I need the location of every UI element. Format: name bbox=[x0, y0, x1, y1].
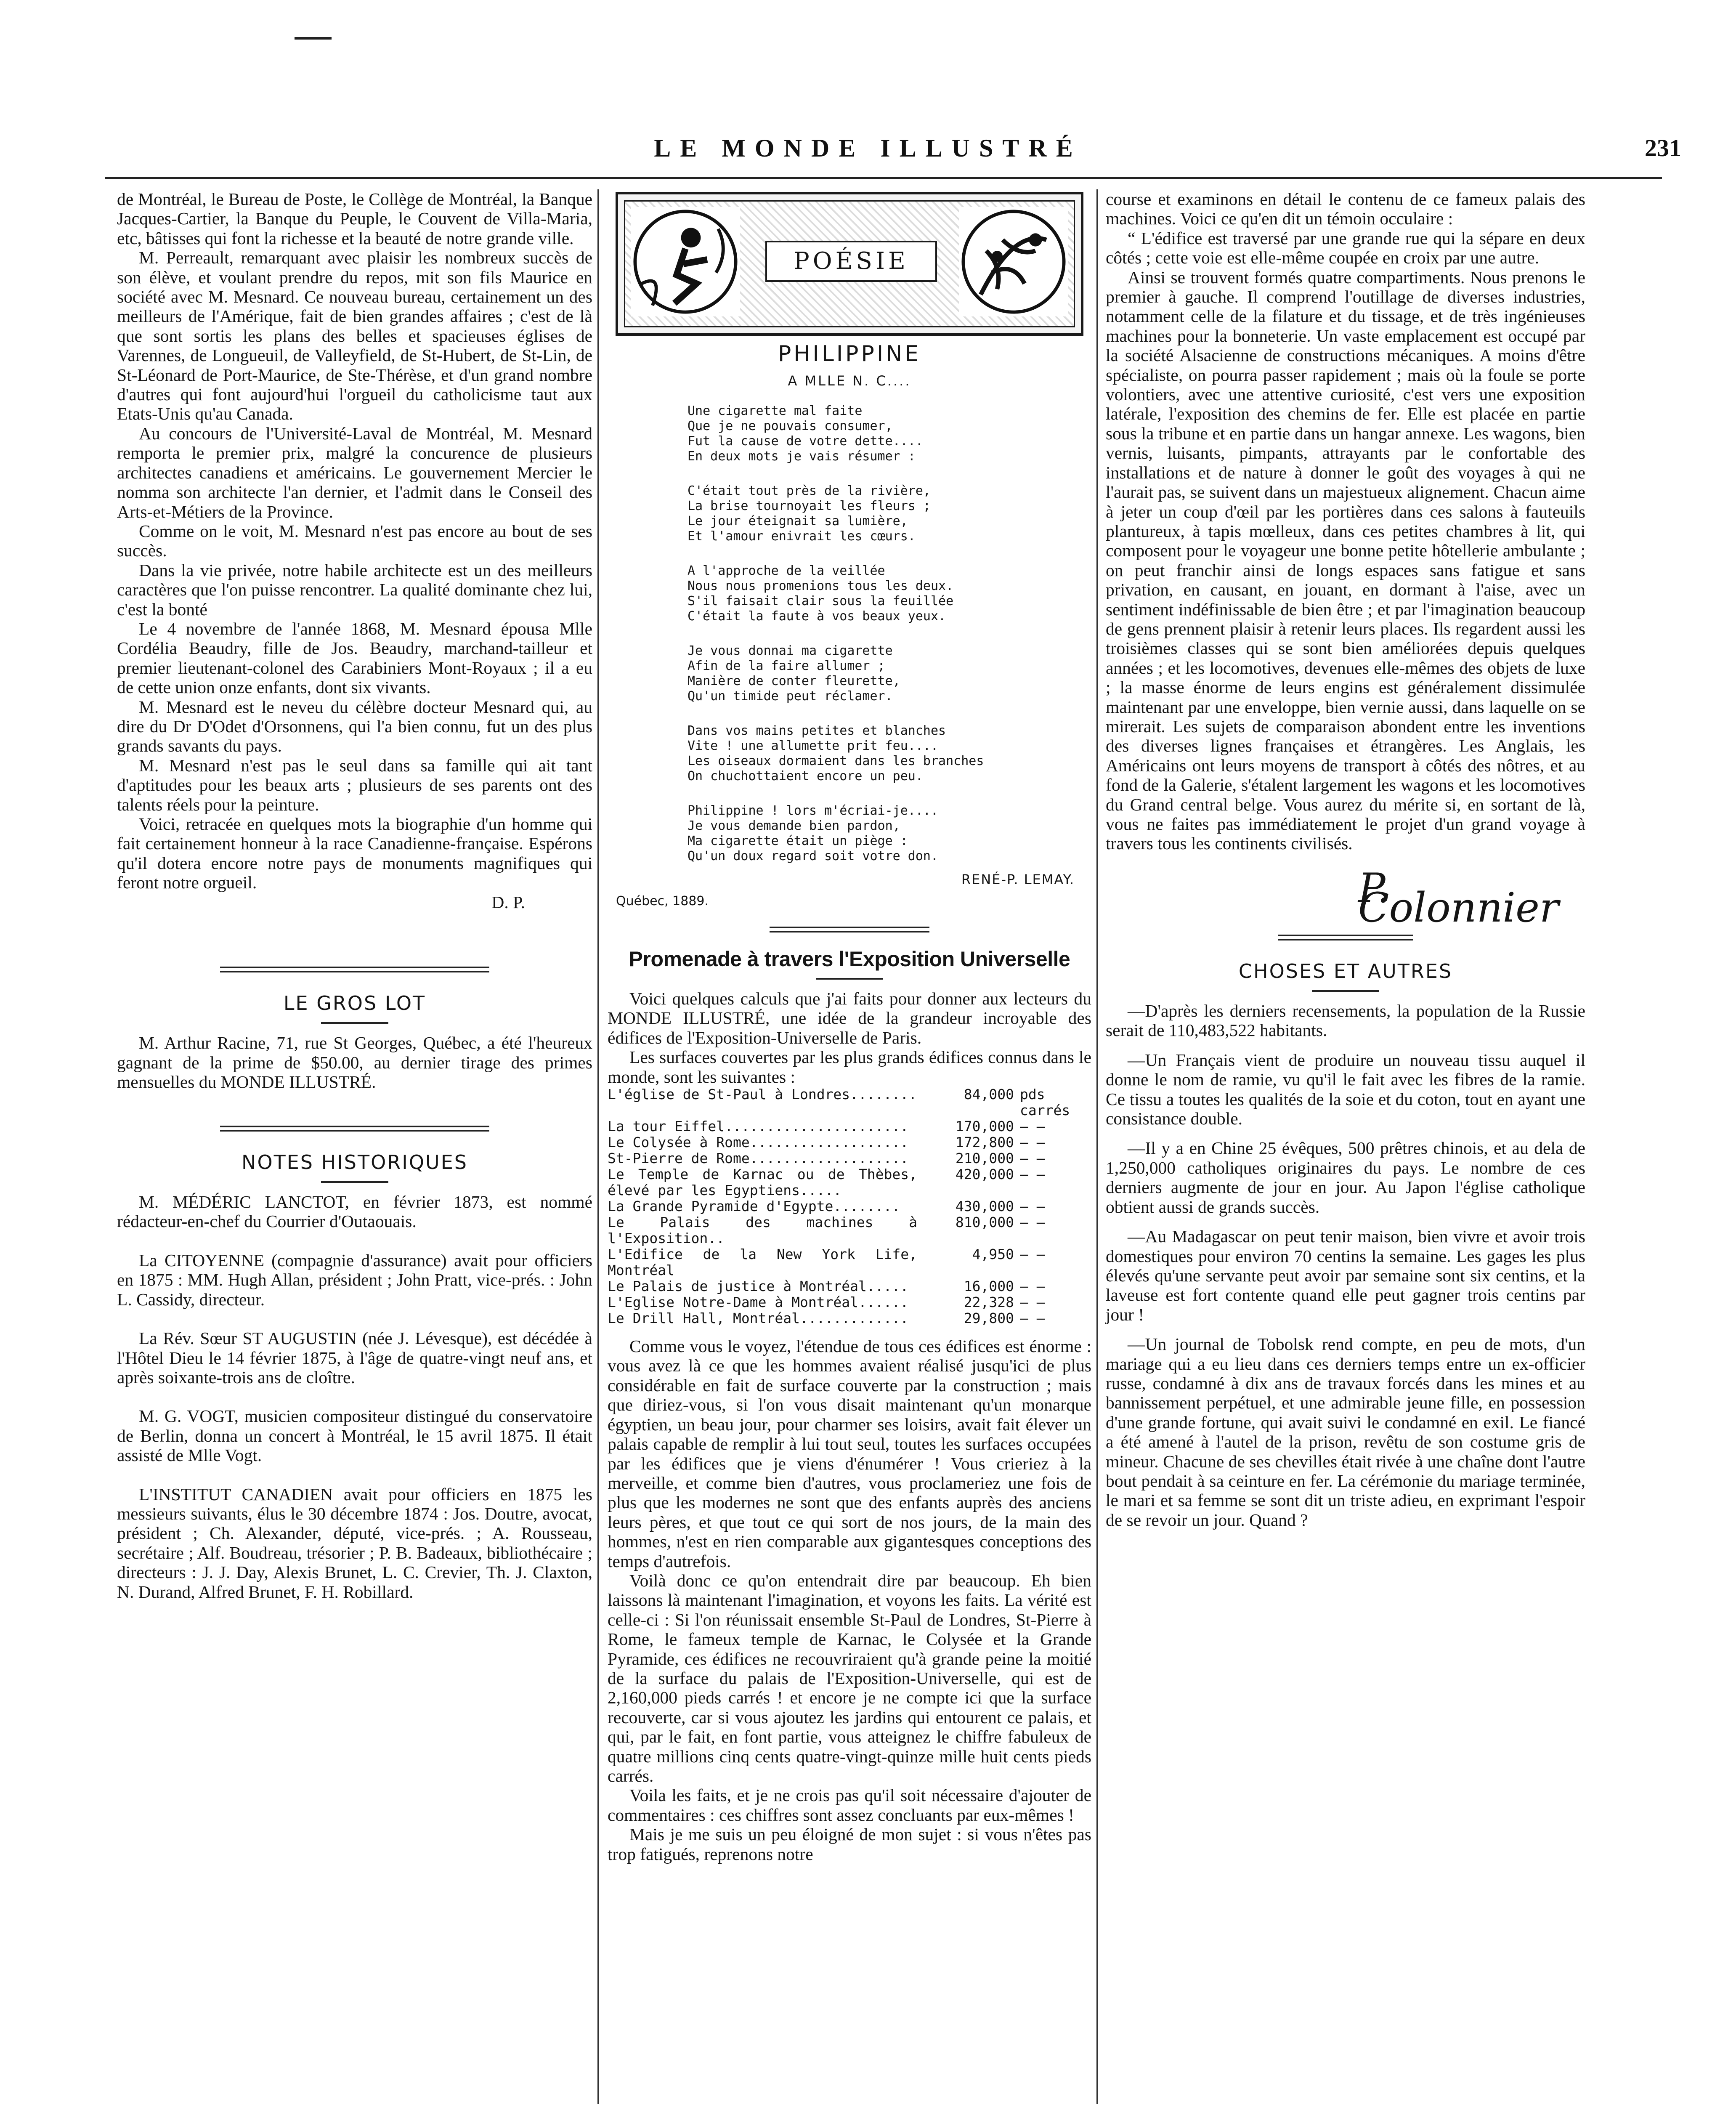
poem-dedication: A MLLE N. C.... bbox=[788, 373, 911, 389]
article-signature: D. P. bbox=[491, 892, 525, 912]
surface-table bbox=[608, 1087, 1091, 1326]
table-cell-name: La tour Eiffel...................... bbox=[608, 1118, 909, 1135]
article-title: Promenade à travers l'Exposition Universelle bbox=[629, 947, 1070, 971]
table-cell-name: La Grande Pyramide d'Egypte........ bbox=[608, 1198, 900, 1215]
poem-line: En deux mots je vais résumer : bbox=[687, 449, 916, 464]
table-cell-unit: — — bbox=[1020, 1134, 1045, 1151]
table-cell-unit: — — bbox=[1020, 1294, 1045, 1311]
note-paragraph: M. MÉDÉRIC LANCTOT, en février 1873, est nommé rédacteur-en-chef du Courrier d'Outaouais. bbox=[117, 1192, 592, 1231]
paragraph: Voila les faits, et je ne crois pas qu'il soit nécessaire d'ajouter de commentaires : ces chiffres sont assez concluants par eux-mêmes ! bbox=[608, 1785, 1091, 1825]
table-cell-unit: pds carrés bbox=[1020, 1086, 1070, 1119]
note-paragraph: La Rév. Sœur ST AUGUSTIN (née J. Lévesque), est décédée à l'Hôtel Dieu le 14 février 1875, à l'âge de quatre-vingt neuf ans, et après soixante-trois ans de cloître. bbox=[117, 1328, 592, 1387]
top-mark bbox=[295, 37, 332, 40]
section-divider bbox=[1278, 935, 1413, 940]
table-cell-unit: — — bbox=[1020, 1150, 1045, 1167]
paragraph: M. Mesnard est le neveu du célèbre docteur Mesnard qui, au dire du Dr D'Odet d'Orsonnens, qui l'a bien connu, fut un des plus grands savants du pays. bbox=[117, 697, 592, 756]
news-item: —Un Français vient de produire un nouveau tissu auquel il donne le nom de ramie, vu qu'il le fait avec les fibres de la ramie. Ce tissu a toutes les qualités de la soie et du coton, tout en ayant une consistance double. bbox=[1106, 1050, 1585, 1129]
paragraph: “ L'édifice est traversé par une grande rue qui la sépare en deux côtés ; cette voie est elle-même coupée en croix par une autre. bbox=[1106, 228, 1585, 268]
title-rule bbox=[321, 1181, 388, 1183]
poem-line: Vite ! une allumette prit feu.... bbox=[687, 738, 939, 753]
table-cell-value: 29,800 bbox=[964, 1310, 1014, 1327]
table-cell-unit: — — bbox=[1020, 1166, 1045, 1183]
table-cell-name: L'Edifice de la New York Life, Montréal bbox=[608, 1246, 917, 1279]
table-row bbox=[608, 1150, 1091, 1166]
section-divider bbox=[220, 967, 489, 972]
table-row bbox=[608, 1134, 1091, 1150]
table-cell-unit: — — bbox=[1020, 1246, 1045, 1263]
paragraph: de Montréal, le Bureau de Poste, le Collège de Montréal, la Banque Jacques-Cartier, la Banque du Peuple, le Couvent de Villa-Maria, etc, bâtisses qui font la richesse et la beauté de notre grande ville. bbox=[117, 189, 592, 248]
table-row bbox=[608, 1087, 1091, 1118]
poem-stanza bbox=[687, 404, 1091, 464]
foliage-ornament-icon bbox=[959, 207, 1068, 316]
table-cell-name: Le Palais de justice à Montréal..... bbox=[608, 1278, 909, 1295]
table-cell-value: 16,000 bbox=[964, 1278, 1014, 1295]
poem-line: Que je ne pouvais consumer, bbox=[687, 418, 893, 433]
table-cell-value: 22,328 bbox=[964, 1294, 1014, 1311]
table-cell-value: 172,800 bbox=[955, 1134, 1014, 1151]
poem-stanza bbox=[687, 483, 1091, 544]
table-cell-value: 170,000 bbox=[955, 1118, 1014, 1135]
paragraph: course et examinons en détail le contenu de ce fameux palais des machines. Voici ce qu'en dit un témoin occulaire : bbox=[1106, 189, 1585, 228]
poem-line: Les oiseaux dormaient dans les branches bbox=[687, 753, 984, 768]
title-rule bbox=[1312, 990, 1379, 992]
table-cell-name: Le Palais des machines à l'Exposition.. bbox=[608, 1214, 917, 1247]
paragraph: Voici quelques calculs que j'ai faits pour donner aux lecteurs du MONDE ILLUSTRÉ, une idée de la grandeur incroyable des édifices de l'Exposition-Universelle de Paris. bbox=[608, 989, 1091, 1047]
paragraph: M. Mesnard n'est pas le seul dans sa famille qui ait tant d'aptitudes pour les beaux arts ; plusieurs de ses parents ont des talents réels pour la peinture. bbox=[117, 755, 592, 814]
poem-author: RENÉ-P. LEMAY. bbox=[961, 871, 1075, 887]
poem-line: Ma cigarette était un piège : bbox=[687, 833, 908, 848]
column-separator bbox=[597, 189, 599, 2104]
table-row bbox=[608, 1214, 1091, 1246]
paragraph: Le 4 novembre de l'année 1868, M. Mesnard épousa Mlle Cordélia Beaudry, fille de Jos. Beaudry, marchand-tailleur et premier lieutenant-colonel des Carabiniers Mont-Royaux ; il a eu de cette union onze enfants, dont six vivants. bbox=[117, 619, 592, 697]
table-row bbox=[608, 1278, 1091, 1294]
note-paragraph: M. G. VOGT, musicien compositeur distingué du conservatoire de Berlin, donna un concert à Montréal, le 15 avril 1875. Il était assisté de Mlle Vogt. bbox=[117, 1406, 592, 1465]
poem-line: Qu'un timide peut réclamer. bbox=[687, 688, 893, 704]
table-cell-value: 810,000 bbox=[955, 1214, 1014, 1231]
poem-line: C'était la faute à vos beaux yeux. bbox=[687, 608, 946, 624]
paragraph: M. Arthur Racine, 71, rue St Georges, Québec, a été l'heureux gagnant de la prime de $50.00, au dernier tirage des primes mensuelles du MONDE ILLUSTRÉ. bbox=[117, 1033, 592, 1092]
poesie-label: POÉSIE bbox=[765, 241, 937, 282]
column-1 bbox=[117, 189, 592, 1602]
title-rule bbox=[321, 1022, 388, 1024]
news-item: —Au Madagascar on peut tenir maison, bien vivre et avoir trois domestiques pour environ 70 centins la semaine. Les gages les plus élevés qu'une servante peut avoir par semaine sont six centins, et la laveuse est fort contente quand elle peut gagner trois centins par jour ! bbox=[1106, 1227, 1585, 1324]
section-title: LE GROS LOT bbox=[283, 992, 426, 1015]
poesie-ornament-banner bbox=[616, 192, 1083, 336]
table-cell-name: Le Temple de Karnac ou de Thèbes, élevé par les Egyptiens..... bbox=[608, 1166, 917, 1199]
masthead: LE MONDE ILLUSTRÉ bbox=[654, 134, 1082, 162]
poem-line: Une cigarette mal faite bbox=[687, 403, 863, 418]
paragraph: Comme on le voit, M. Mesnard n'est pas encore au bout de ses succès. bbox=[117, 521, 592, 561]
table-cell-unit: — — bbox=[1020, 1310, 1045, 1327]
table-cell-value: 84,000 bbox=[964, 1086, 1014, 1103]
poem-line: A l'approche de la veillée bbox=[687, 563, 885, 578]
page-number: 231 bbox=[1645, 134, 1681, 162]
news-item: —D'après les derniers recensements, la population de la Russie serait de 110,483,522 habitants. bbox=[1106, 1001, 1585, 1040]
poem-stanza bbox=[687, 723, 1091, 784]
table-cell-unit: — — bbox=[1020, 1198, 1045, 1215]
poem-line: Et l'amour enivrait les cœurs. bbox=[687, 529, 916, 544]
page-header bbox=[0, 134, 1736, 172]
column-2 bbox=[608, 189, 1091, 1864]
note-paragraph: La CITOYENNE (compagnie d'assurance) avait pour officiers en 1875 : MM. Hugh Allan, président ; John Pratt, vice-prés. : John L. Cassidy, directeur. bbox=[117, 1250, 592, 1309]
table-row bbox=[608, 1294, 1091, 1310]
handwritten-signature: P. Colonnier bbox=[1358, 864, 1559, 932]
paragraph: Au concours de l'Université-Laval de Montréal, M. Mesnard remporta le premier prix, malgré la concurence de plusieurs architectes canadiens et américains. Le gouvernement Mercier le nomma son architecte l'an dernier, et l'admit dans le Conseil des Arts-et-Métiers de la Province. bbox=[117, 423, 592, 521]
poem-line: Nous nous promenions tous les deux. bbox=[687, 578, 954, 593]
table-cell-name: Le Colysée à Rome................... bbox=[608, 1134, 909, 1151]
note-paragraph: L'INSTITUT CANADIEN avait pour officiers en 1875 les messieurs suivants, élus le 30 décembre 1874 : Jos. Doutre, avocat, président ; Ch. Alexander, député, vice-prés. ; A. Rousseau, secrétaire ; Alf. Boudreau, trésorier ; P. B. Badeaux, bibliothécaire ; directeurs : J. J. Day, Alexis Brunet, L. C. Crevier, Th. J. Claxton, N. Durand, Alfred Brunet, F. H. Robillard. bbox=[117, 1484, 592, 1602]
table-row bbox=[608, 1246, 1091, 1278]
poem-line: C'était tout près de la rivière, bbox=[687, 483, 931, 498]
poem-line: S'il faisait clair sous la feuillée bbox=[687, 593, 954, 608]
paragraph: Voilà donc ce qu'on entendrait dire par beaucoup. Eh bien laissons là maintenant l'imagination, et voyons les faits. La vérité est celle-ci : Si l'on réunissait ensemble St-Paul de Londres, St-Pierre à Rome, le fameux temple de Karnac, le Colysée et la Grande Pyramide, ces édifices ne recouvriraient qu'à grande peine la moitié de la surface du palais de l'Exposition-Universelle, qui est de 2,160,000 pieds carrés ! et encore je ne compte ici que la surface recouverte, car si vous ajoutez les jardins qui entourent ce palais, et qui, par le fait, en font partie, vous atteignez le chiffre fabuleux de quatre millions cinq cents quatre-vingt-quinze mille huit cents pieds carrés. bbox=[608, 1570, 1091, 1785]
table-cell-name: Le Drill Hall, Montréal............. bbox=[608, 1310, 909, 1327]
poem-line: Le jour éteignait sa lumière, bbox=[687, 513, 908, 529]
poem-line: Manière de conter fleurette, bbox=[687, 673, 900, 688]
table-cell-value: 420,000 bbox=[955, 1166, 1014, 1183]
poem-stanza bbox=[687, 803, 1091, 864]
paragraph: Dans la vie privée, notre habile architecte est un des meilleurs caractères que l'on puisse rencontrer. La qualité dominante chez lui, c'est la bonté bbox=[117, 560, 592, 619]
poem-stanza bbox=[687, 643, 1091, 704]
poem-line: Qu'un doux regard soit votre don. bbox=[687, 848, 939, 863]
poem-line: La brise tournoyait les fleurs ; bbox=[687, 498, 931, 513]
table-row bbox=[608, 1118, 1091, 1134]
poem-stanza bbox=[687, 563, 1091, 624]
poem-line: Je vous demande bien pardon, bbox=[687, 818, 900, 833]
news-item: —Il y a en Chine 25 évêques, 500 prêtres chinois, et au dela de 1,250,000 catholiques originaires du pays. Le nombre de ces derniers augmente de jour en jour. Au Japon l'église catholique obtient aussi de grands succès. bbox=[1106, 1138, 1585, 1217]
section-title: CHOSES ET AUTRES bbox=[1238, 959, 1453, 983]
table-cell-name: L'église de St-Paul à Londres........ bbox=[608, 1086, 917, 1103]
paragraph: Les surfaces couvertes par les plus grands édifices connus dans le monde, sont les suivantes : bbox=[608, 1047, 1091, 1087]
table-cell-unit: — — bbox=[1020, 1118, 1045, 1135]
table-row bbox=[608, 1310, 1091, 1326]
news-item: —Un journal de Tobolsk rend compte, en peu de mots, d'un mariage qui a eu lieu dans ces derniers temps entre un ex-officier russe, condamné à dix ans de travaux forcés dans les mines et au bannissement perpétuel, et une admirable jeune fille, en possession d'une grande fortune, qui avait suivi le condamné en exil. Le fiancé a été amené à l'autel de la prison, revêtu de son costume gris de mineur. Chacune de ses chevilles était rivée à une chaîne dont l'autre bout pendait à sa ceinture en fer. La cérémonie du mariage terminée, le mari et sa femme se sont dit un triste adieu, en exprimant l'espoir de se revoir un jour. Quand ? bbox=[1106, 1334, 1585, 1530]
title-rule bbox=[816, 978, 883, 980]
poem-line: Afin de la faire allumer ; bbox=[687, 658, 885, 673]
poem-line: Fut la cause de votre dette.... bbox=[687, 433, 923, 449]
paragraph: Voici, retracée en quelques mots la biographie d'un homme qui fait certainement honneur à la race Canadienne-française. Espérons qu'il dotera encore notre pays de monuments magnifiques qui feront notre orgueil. bbox=[117, 814, 592, 893]
table-cell-value: 430,000 bbox=[955, 1198, 1014, 1215]
table-cell-name: L'Eglise Notre-Dame à Montréal...... bbox=[608, 1294, 909, 1311]
section-divider bbox=[220, 1126, 489, 1132]
poem-line: Philippine ! lors m'écriai-je.... bbox=[687, 803, 939, 818]
column-separator bbox=[1096, 189, 1098, 2104]
paragraph: Comme vous le voyez, l'étendue de tous ces édifices est énorme : vous avez là ce que les hommes avaient réalisé jusqu'ici de plus considérable en fait de surface couverte par la construction ; mais que diriez-vous, si l'on vous disait maintenant qu'un monarque égyptien, un beau jour, pour charmer ses loisirs, avait fait élever un palais capable de remplir à lui tout seul, toutes les surfaces occupées par les édifices que je viens d'énumérer ! Vous crieriez à la merveille, et comme bien d'autres, vous proclameriez une fois de plus que les modernes ne sont que des enfants auprès des anciens leurs pères, et que tout ce qui sort de nos jours, de la main des hommes, n'est en rien comparable aux gigantesques conceptions des temps d'autrefois. bbox=[608, 1336, 1091, 1571]
poem-line: Je vous donnai ma cigarette bbox=[687, 643, 893, 658]
table-cell-unit: — — bbox=[1020, 1278, 1045, 1295]
table-cell-unit: — — bbox=[1020, 1214, 1045, 1231]
table-cell-value: 4,950 bbox=[972, 1246, 1014, 1263]
paragraph: Mais je me suis un peu éloigné de mon sujet : si vous n'êtes pas trop fatigués, reprenons notre bbox=[608, 1825, 1091, 1864]
table-cell-value: 210,000 bbox=[955, 1150, 1014, 1167]
poem-title: PHILIPPINE bbox=[778, 341, 921, 367]
table-row bbox=[608, 1198, 1091, 1214]
seated-figure-icon bbox=[631, 207, 740, 316]
header-rule bbox=[105, 177, 1662, 179]
poem-line: Dans vos mains petites et blanches bbox=[687, 723, 946, 738]
column-3 bbox=[1106, 189, 1585, 1530]
poem-line: On chuchottaient encore un peu. bbox=[687, 768, 923, 784]
section-divider bbox=[770, 927, 929, 932]
paragraph: M. Perreault, remarquant avec plaisir les nombreux succès de son élève, et voulant prendre du repos, mit son fils Maurice en société avec M. Mesnard. Ce nouveau bureau, certainement un des meilleurs de l'Amérique, fait de bien grandes affaires ; c'est de là que sont sortis les plans des belles et spacieuses églises de Varennes, de Longueuil, de Valleyfield, de St-Hubert, de St-Lin, de St-Léonard de Port-Maurice, de Ste-Thérèse, et d'un grand nombre d'autres qui font aujourd'hui l'orgueil du catholicisme taut aux Etats-Unis qu'au Canada. bbox=[117, 248, 592, 424]
table-cell-name: St-Pierre de Rome................... bbox=[608, 1150, 909, 1167]
paragraph: Ainsi se trouvent formés quatre compartiments. Nous prenons le premier à gauche. Il comprend l'outillage de diverses industries, notamment celle de la filature et du tissage, et de très ingénieuses machines pour la bonneterie. Un vaste emplacement est occupé par la société Alsacienne de constructions mécaniques. A moins d'être spécialiste, on pourra passer rapidement ; mais où la foule se porte volontiers, avec une attentive curiosité, c'est vers une exposition latérale, l'exposition des chemins de fer. Elle est placée en partie sous la tribune et en partie dans un hangar annexe. Les wagons, bien vernis, luisants, pimpants, attrayants par le confortable des installations et de nature à donner le goût des voyages à qui ne l'aurait pas, se suivent dans un majestueux alignement. Chacun aime à jeter un coup d'œil par les portières dans ces salons à fauteuils plantureux, à tapis mœlleux, dans ces petites chambres à lit, qui composent pour le voyageur une bonne petite hôtellerie ambulante ; on peut franchir ainsi de longs espaces sans fatigue et sans privation, en causant, en jouant, en dormant à l'aise, avec un sentiment indéfinissable de bien être ; et par l'imagination beaucoup de gens prennent plaisir à retenir leurs places. Ils regardent aussi les troisièmes classes qui se sont bien améliorées depuis quelques années ; et les locomotives, devenues elle-mêmes des objets de luxe ; la masse énorme de leurs engins est généralement dissimulée maintenant par une enveloppe, bien vernie aussi, dans laquelle on se mirerait. Les sujets de comparaison abondent entre les inventions des diverses lignes françaises et étrangères. Les Anglais, les Américains ont leurs moyens de transport à côtés des nôtres, et au fond de la Galerie, s'étalent largement les wagons et les locomotives du Grand central belge. Vous aurez du mérite si, en sortant de là, vous ne faites pas immédiatement le projet d'un grand voyage à travers tous les continents civilisés. bbox=[1106, 267, 1585, 853]
table-row bbox=[608, 1166, 1091, 1198]
poem-place-date: Québec, 1889. bbox=[616, 894, 709, 909]
section-title: NOTES HISTORIQUES bbox=[242, 1150, 468, 1174]
